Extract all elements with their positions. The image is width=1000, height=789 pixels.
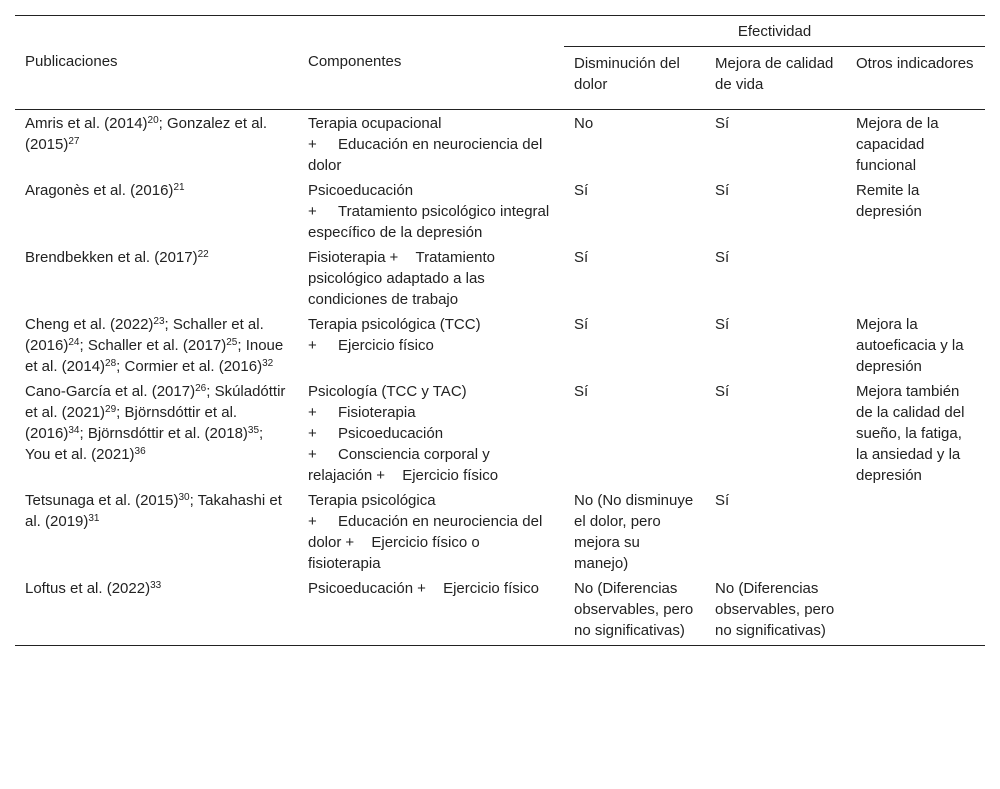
cell-disminucion-dolor: No [574, 115, 594, 132]
reference-number: 28 [105, 358, 117, 369]
component-item: Ejercicio físico [402, 467, 499, 484]
reference-text: Tetsunaga et al. (2015) [25, 492, 179, 509]
reference-separator: ; [189, 492, 198, 509]
reference-separator: ; [79, 425, 88, 442]
component-item: Ejercicio físico [338, 337, 434, 354]
effectiveness-table [15, 15, 985, 646]
plus-sign: + [417, 580, 426, 597]
plus-sign: + [308, 136, 317, 153]
reference-separator: ; [164, 316, 173, 333]
reference-separator: ; [158, 115, 168, 132]
cell-componentes [298, 575, 564, 646]
cell-publicaciones [15, 311, 298, 378]
table-row [15, 177, 985, 244]
component-item: Educación en neurociencia del dolor [308, 513, 543, 551]
table-row [15, 487, 985, 575]
component-primary: Fisioterapia [308, 249, 386, 266]
cell-otros-indicadores: Mejora la autoeficacia y la depresión [856, 316, 964, 375]
reference-text: Cano-García et al. (2017) [25, 383, 196, 400]
reference-text: Schaller et al. (2016) [25, 316, 264, 354]
reference-separator: ; [79, 337, 88, 354]
table-row [15, 378, 985, 487]
reference-number: 35 [247, 425, 260, 436]
reference-separator: ; [116, 404, 125, 421]
reference-number: 30 [178, 492, 190, 503]
cell-otros-indicadores [846, 487, 985, 575]
plus-sign: + [345, 534, 355, 551]
reference-text: Cormier et al. (2016) [124, 358, 263, 375]
cell-otros-indicadores: Remite la depresión [856, 182, 922, 220]
header-otros-indicadores: Otros indicadores [856, 55, 974, 72]
reference-number: 25 [226, 337, 238, 348]
header-efectividad: Efectividad [564, 16, 985, 47]
component-item: Tratamiento psicológico integral específico de la depresión [308, 203, 550, 241]
reference-number: 26 [195, 383, 207, 394]
cell-publicaciones [15, 575, 298, 646]
cell-calidad-vida: Sí [715, 383, 730, 400]
component-primary: Psicoeducación [308, 182, 414, 199]
plus-sign: + [376, 467, 385, 484]
reference-number: 32 [262, 358, 274, 369]
component-primary: Terapia psicológica [308, 492, 436, 509]
reference-text: Brendbekken et al. (2017) [25, 249, 198, 266]
reference-number: 23 [153, 316, 165, 327]
cell-calidad-vida: Sí [715, 492, 730, 509]
table-body [15, 110, 985, 646]
reference-number: 22 [197, 249, 209, 260]
cell-calidad-vida: Sí [715, 115, 730, 132]
cell-publicaciones [15, 378, 298, 487]
reference-number: 36 [134, 446, 146, 457]
table-row [15, 575, 985, 646]
reference-text: Cheng et al. (2022) [25, 316, 154, 333]
reference-number: 29 [105, 404, 117, 415]
plus-sign: + [389, 249, 399, 266]
reference-text: Loftus et al. (2022) [25, 580, 151, 597]
cell-componentes [298, 487, 564, 575]
cell-otros-indicadores: Mejora de la capacidad funcional [856, 115, 939, 174]
plus-sign: + [308, 337, 317, 354]
cell-disminucion-dolor: Sí [574, 249, 589, 266]
component-primary: Terapia ocupacional [308, 115, 442, 132]
reference-number: 24 [68, 337, 80, 348]
plus-sign: + [308, 446, 317, 463]
cell-componentes [298, 378, 564, 487]
plus-sign: + [308, 404, 317, 421]
cell-publicaciones [15, 487, 298, 575]
header-calidad-vida: Mejora de calidad de vida [715, 55, 834, 93]
component-item: Fisioterapia [338, 404, 416, 421]
cell-componentes [298, 110, 564, 178]
reference-separator: ; [206, 383, 215, 400]
reference-text: You et al. (2021) [25, 446, 135, 463]
cell-disminucion-dolor: No (Diferencias observables, pero no significativas) [564, 575, 705, 646]
reference-number: 33 [150, 580, 162, 591]
component-primary: Psicoeducación [308, 580, 414, 597]
cell-disminucion-dolor: Sí [574, 316, 589, 333]
header-publicaciones: Publicaciones [15, 16, 298, 110]
reference-number: 21 [173, 182, 185, 193]
reference-text: Takahashi et al. (2019) [25, 492, 282, 530]
cell-componentes [298, 177, 564, 244]
reference-separator: ; [237, 337, 246, 354]
cell-publicaciones [15, 177, 298, 244]
reference-number: 34 [68, 425, 80, 436]
component-item: Psicoeducación [338, 425, 444, 442]
component-item: Ejercicio físico o fisioterapia [308, 534, 480, 572]
cell-calidad-vida: Sí [715, 316, 730, 333]
plus-sign: + [308, 203, 317, 220]
reference-number: 27 [68, 136, 80, 147]
reference-text: Björnsdóttir et al. (2016) [25, 404, 238, 442]
cell-calidad-vida: Sí [715, 182, 730, 199]
plus-sign: + [308, 425, 317, 442]
reference-text: Aragonès et al. (2016) [25, 182, 174, 199]
table-row [15, 244, 985, 311]
table-row [15, 311, 985, 378]
reference-text: Gonzalez et al. (2015) [25, 115, 268, 153]
header-componentes: Componentes [298, 16, 564, 110]
cell-otros-indicadores [846, 244, 985, 311]
reference-separator: ; [259, 425, 264, 442]
reference-number: 20 [147, 115, 159, 126]
cell-calidad-vida: No (Diferencias observables, pero no significativas) [705, 575, 846, 646]
cell-otros-indicadores [846, 575, 985, 646]
reference-number: 31 [88, 513, 100, 524]
component-item: Educación en neurociencia del dolor [308, 136, 543, 174]
reference-text: Skúladóttir et al. (2021) [25, 383, 286, 421]
component-item: Ejercicio físico [443, 580, 539, 597]
cell-componentes [298, 311, 564, 378]
reference-text: Amris et al. (2014) [25, 115, 148, 132]
cell-publicaciones [15, 110, 298, 178]
cell-disminucion-dolor: Sí [574, 182, 589, 199]
cell-calidad-vida: Sí [715, 249, 730, 266]
component-primary: Terapia psicológica (TCC) [308, 316, 481, 333]
table-row [15, 110, 985, 178]
cell-disminucion-dolor: Sí [574, 383, 589, 400]
cell-disminucion-dolor: No (No disminuye el dolor, pero mejora su manejo) [574, 492, 694, 572]
reference-text: Schaller et al. (2017) [87, 337, 227, 354]
component-primary: Psicología (TCC y TAC) [308, 383, 467, 400]
reference-text: Inoue et al. (2014) [25, 337, 284, 375]
reference-text: Björnsdóttir et al. (2018) [87, 425, 248, 442]
reference-separator: ; [116, 358, 125, 375]
header-disminucion-dolor: Disminución del dolor [574, 55, 680, 93]
component-item: Consciencia corporal y relajación [308, 446, 490, 484]
cell-publicaciones [15, 244, 298, 311]
component-item: Tratamiento psicológico adaptado a las condiciones de trabajo [308, 249, 496, 308]
cell-otros-indicadores: Mejora también de la calidad del sueño, la fatiga, la ansiedad y la depresión [856, 383, 965, 484]
cell-componentes [298, 244, 564, 311]
plus-sign: + [308, 513, 317, 530]
